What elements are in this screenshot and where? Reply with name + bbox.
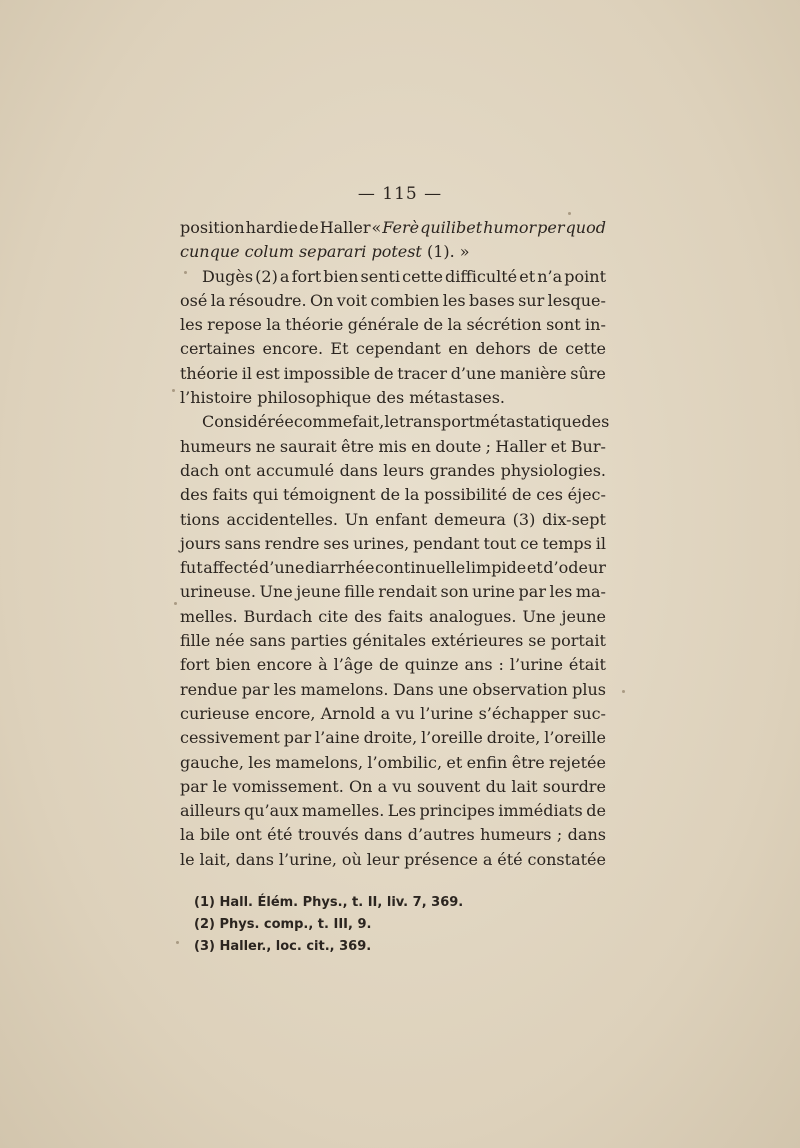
word: quinze — [404, 655, 459, 675]
word: dehors — [475, 339, 531, 359]
word: fille — [180, 631, 211, 651]
word: ne — [255, 436, 276, 456]
word: l’ombilic, — [367, 752, 443, 772]
word: la — [266, 315, 281, 335]
word: est — [255, 363, 280, 383]
text-line — [180, 483, 606, 507]
word: à — [318, 655, 328, 675]
text-line — [180, 240, 606, 264]
word: son — [440, 582, 469, 602]
word: il — [241, 363, 253, 383]
word: fort — [291, 266, 322, 286]
word: cette — [402, 266, 443, 286]
word: ce — [520, 533, 539, 553]
word: principes — [419, 801, 495, 821]
word: ailleurs — [180, 801, 241, 821]
word: osé — [180, 290, 208, 310]
word: sûre — [570, 363, 606, 383]
word: cependant — [355, 339, 441, 359]
word: rendue — [180, 679, 238, 699]
word: la — [447, 315, 463, 335]
word: ont — [224, 460, 251, 480]
word: rejetée — [549, 752, 606, 772]
word: mamelons, — [275, 752, 364, 772]
word: des — [581, 412, 610, 432]
word: tout — [483, 533, 517, 553]
word: Bur- — [570, 436, 606, 456]
word: métastatique — [475, 412, 582, 432]
word: qu’aux — [243, 801, 299, 821]
word: née — [215, 631, 245, 651]
word: humor — [483, 218, 537, 237]
word: enfant — [375, 509, 428, 529]
word: saurait — [279, 436, 337, 456]
word: transport — [398, 412, 475, 432]
text-line — [180, 362, 606, 386]
word: de — [379, 655, 399, 675]
word: per — [537, 218, 565, 237]
word: bien — [323, 266, 359, 286]
word: le — [212, 776, 228, 796]
word: temps — [542, 533, 592, 553]
word: théorie — [180, 363, 239, 383]
text-line — [180, 216, 606, 240]
word: affecté — [203, 558, 259, 578]
word: urines, — [353, 533, 410, 553]
word: senti — [360, 266, 401, 286]
word: le — [180, 849, 195, 869]
word: accumulé — [256, 460, 335, 480]
word: Les — [387, 801, 417, 821]
word: dans — [567, 825, 606, 845]
footnote: (3) Haller., loc. cit., 369. — [194, 939, 372, 954]
word: Et — [330, 339, 349, 359]
word: demeura — [434, 509, 506, 529]
word: leur — [366, 849, 400, 869]
word: être — [511, 752, 545, 772]
word: Dans — [392, 679, 434, 699]
word: souvent — [416, 776, 481, 796]
word: mamelles. — [301, 801, 385, 821]
word: extérieures — [431, 631, 524, 651]
word: de — [423, 315, 444, 335]
text-line — [180, 410, 610, 434]
word: a — [377, 776, 388, 796]
word: lesque- — [547, 290, 606, 310]
word: résoudre. — [228, 290, 307, 310]
footnote: (2) Phys. comp., t. III, 9. — [194, 917, 372, 932]
word: rendait — [378, 582, 437, 602]
word: Dugès — [202, 266, 254, 286]
word: quod — [565, 218, 606, 237]
word: plus — [572, 679, 606, 699]
text-line — [180, 532, 606, 556]
word: une — [438, 679, 469, 699]
word: par — [180, 776, 208, 796]
word: ; — [556, 825, 563, 845]
word: grandes — [429, 460, 496, 480]
word: vomissement. — [232, 776, 344, 796]
word: humeurs — [180, 436, 252, 456]
word: Ferè — [382, 218, 420, 237]
word: vu — [395, 703, 415, 723]
text-span: (1). » — [421, 242, 470, 262]
word: impossible — [283, 363, 371, 383]
word: droite, — [486, 728, 541, 748]
word: le — [384, 412, 399, 432]
word: sécrétion — [466, 315, 542, 335]
word: l’urine — [420, 703, 474, 723]
word: urine — [472, 582, 516, 602]
word: difficulté — [445, 266, 518, 286]
word: Haller — [319, 218, 371, 237]
word: diarrhée — [304, 558, 375, 578]
word: point — [564, 266, 606, 286]
word: mamelons. — [300, 679, 389, 699]
text-line — [180, 556, 606, 580]
word: ma- — [575, 582, 606, 602]
word: sur — [518, 290, 545, 310]
text-line — [180, 289, 606, 313]
word: limpide — [465, 558, 527, 578]
word: pendant — [413, 533, 480, 553]
word: fort — [180, 655, 210, 675]
text-line — [180, 508, 606, 532]
word: certaines — [180, 339, 256, 359]
paper-speck — [176, 941, 179, 944]
word: de — [586, 801, 606, 821]
word: Une — [522, 606, 556, 626]
text-line — [180, 702, 606, 726]
word: n’a — [537, 266, 563, 286]
text-line — [180, 775, 606, 799]
text-line — [180, 313, 606, 337]
body-text — [180, 216, 610, 872]
word: enfin — [466, 752, 508, 772]
word: qui — [252, 485, 279, 505]
word: l’âge — [333, 655, 374, 675]
word: être — [340, 436, 374, 456]
word: faits — [387, 606, 424, 626]
word: cette — [565, 339, 606, 359]
word: l’aine — [315, 728, 360, 748]
word: dans — [364, 825, 403, 845]
word: bien — [215, 655, 251, 675]
word: portait — [550, 631, 606, 651]
word: sont — [546, 315, 581, 335]
word: en — [448, 339, 468, 359]
text-line — [180, 337, 606, 361]
text-span: l’histoire philosophique des métastases. — [180, 388, 506, 408]
word: d’autres — [407, 825, 475, 845]
word: a — [380, 703, 391, 723]
word: sans — [249, 631, 286, 651]
word: repose — [207, 315, 262, 335]
word: tions — [180, 509, 220, 529]
word: ont — [235, 825, 262, 845]
word: gauche, — [180, 752, 244, 772]
word: continuelle — [374, 558, 466, 578]
paper-speck — [174, 602, 177, 605]
word: (3) — [512, 509, 536, 529]
word: Haller — [495, 436, 547, 456]
word: de — [380, 485, 401, 505]
word: été — [267, 825, 293, 845]
word: encore — [256, 655, 313, 675]
word: s’échapper — [478, 703, 568, 723]
text-line — [180, 726, 606, 750]
word: bases — [468, 290, 515, 310]
word: encore. — [262, 339, 324, 359]
text-line — [180, 580, 606, 604]
word: se — [528, 631, 546, 651]
word: les — [180, 315, 203, 335]
word: par — [518, 582, 546, 602]
word: présence — [404, 849, 478, 869]
word: ; — [485, 436, 492, 456]
word: humeurs — [480, 825, 552, 845]
word: parties — [290, 631, 348, 651]
text-line — [180, 653, 606, 677]
word: et — [446, 752, 463, 772]
word: d’une — [450, 363, 497, 383]
word: bile — [200, 825, 230, 845]
word: ses — [323, 533, 350, 553]
word: témoignent — [283, 485, 376, 505]
word: vu — [392, 776, 412, 796]
word: combien — [370, 290, 440, 310]
word: ans — [464, 655, 493, 675]
word: dix-sept — [542, 509, 606, 529]
word: jours — [180, 533, 221, 553]
word: voit — [336, 290, 368, 310]
word: trouvés — [297, 825, 359, 845]
word: génitales — [352, 631, 427, 651]
word: sans — [224, 533, 261, 553]
word: ces — [536, 485, 563, 505]
word: la — [210, 290, 226, 310]
word: et — [526, 558, 543, 578]
word: fille — [344, 582, 375, 602]
word: dans — [339, 460, 378, 480]
word: cessivement — [180, 728, 280, 748]
word: manière — [499, 363, 567, 383]
word: On — [309, 290, 334, 310]
word: été — [497, 849, 523, 869]
word: la — [180, 825, 195, 845]
word: leurs — [383, 460, 425, 480]
text-line — [180, 386, 606, 410]
paper-speck — [184, 271, 187, 274]
word: il — [595, 533, 606, 553]
word: tracer — [397, 363, 447, 383]
word: droite, — [363, 728, 418, 748]
text-span: cunque colum separari potest — [180, 242, 422, 262]
word: d’une — [259, 558, 305, 578]
word: du — [485, 776, 507, 796]
word: d’odeur — [543, 558, 606, 578]
word: accidentelles. — [226, 509, 338, 529]
word: urineuse. — [180, 582, 256, 602]
word: mis — [378, 436, 407, 456]
word: faits — [212, 485, 248, 505]
word: cite — [318, 606, 349, 626]
word: constatée — [527, 849, 606, 869]
word: a — [482, 849, 493, 869]
word: éjec- — [567, 485, 606, 505]
word: « — [371, 218, 382, 237]
word: lait, — [199, 849, 231, 869]
word: in- — [585, 315, 606, 335]
paper-speck — [172, 389, 175, 392]
word: des — [180, 485, 208, 505]
word: jeune — [296, 582, 341, 602]
word: par — [283, 728, 312, 748]
word: générale — [347, 315, 419, 335]
word: : — [498, 655, 504, 675]
word: Arnold — [320, 703, 376, 723]
word: Un — [344, 509, 369, 529]
word: possibilité — [424, 485, 508, 505]
word: quilibet — [420, 218, 483, 237]
word: comme — [293, 412, 353, 432]
word: fut — [180, 558, 203, 578]
word: observation — [472, 679, 568, 699]
text-line — [180, 823, 606, 847]
word: On — [349, 776, 373, 796]
word: Une — [259, 582, 293, 602]
word: lait — [511, 776, 538, 796]
word: analogues. — [428, 606, 517, 626]
word: en — [411, 436, 431, 456]
word: par — [241, 679, 270, 699]
word: rendre — [264, 533, 320, 553]
word: et — [550, 436, 567, 456]
word: où — [341, 849, 362, 869]
text-line — [180, 751, 606, 775]
word: a — [279, 266, 290, 286]
word: les — [549, 582, 573, 602]
text-line — [180, 848, 606, 872]
word: Burdach — [243, 606, 313, 626]
page-number: — 115 — — [357, 184, 443, 204]
text-line — [180, 605, 606, 629]
text-line — [180, 629, 606, 653]
word: les — [442, 290, 466, 310]
word: théorie — [285, 315, 344, 335]
footnote: (1) Hall. Élém. Phys., t. II, liv. 7, 369. — [194, 895, 464, 910]
word: suc- — [573, 703, 606, 723]
word: jeune — [561, 606, 606, 626]
word: l’oreille — [421, 728, 483, 748]
word: de — [511, 485, 532, 505]
word: hardie — [245, 218, 298, 237]
text-line — [180, 678, 606, 702]
word: de — [538, 339, 558, 359]
word: dans — [235, 849, 274, 869]
word: de — [298, 218, 319, 237]
word: fait, — [352, 412, 385, 432]
text-line — [180, 799, 606, 823]
word: les — [248, 752, 272, 772]
word: sourdre — [542, 776, 606, 796]
word: encore, — [254, 703, 316, 723]
word: (2) — [255, 266, 278, 286]
word: était — [568, 655, 606, 675]
word: position — [180, 218, 245, 237]
word: les — [273, 679, 297, 699]
word: curieuse — [180, 703, 250, 723]
word: de — [373, 363, 394, 383]
word: des — [354, 606, 382, 626]
word: et — [519, 266, 536, 286]
word: Considérée — [202, 412, 294, 432]
word: dach — [180, 460, 220, 480]
word: l’urine, — [278, 849, 337, 869]
word: l’urine — [509, 655, 563, 675]
paper-speck — [568, 212, 571, 215]
word: l’oreille — [544, 728, 606, 748]
word: immédiats — [498, 801, 583, 821]
paper-speck — [622, 690, 625, 693]
word: melles. — [180, 606, 238, 626]
text-line — [180, 435, 606, 459]
text-line — [180, 265, 606, 289]
word: la — [404, 485, 420, 505]
word: physiologies. — [500, 460, 606, 480]
word: doute — [435, 436, 482, 456]
footnotes — [194, 892, 594, 958]
text-line — [180, 459, 606, 483]
